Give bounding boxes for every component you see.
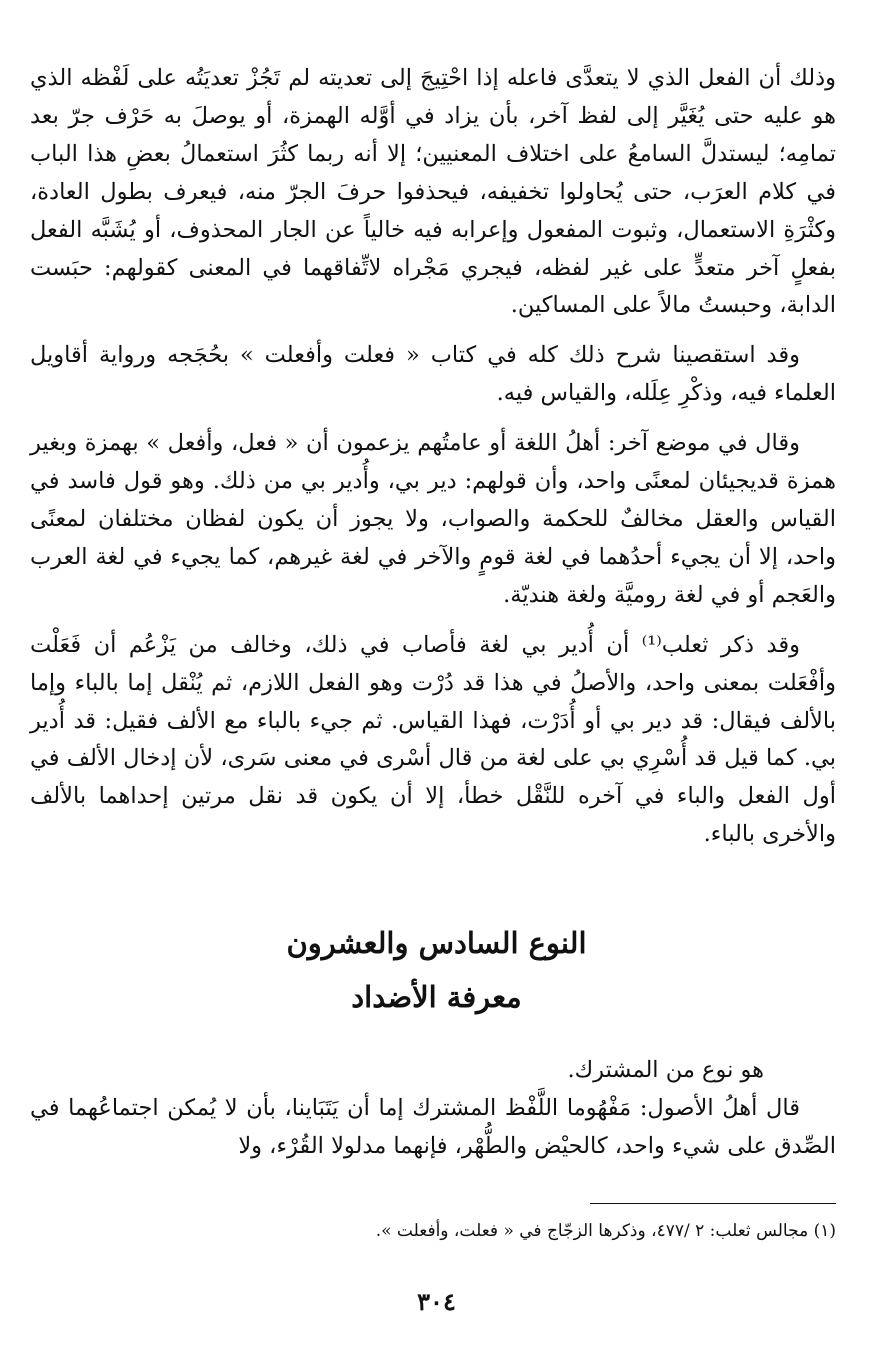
paragraph: هو نوع من المشترك. xyxy=(567,1057,764,1083)
paragraph: وقال في موضع آخر: أهلُ اللغة أو عامتُهم يزعمون أن « فعل، وأفعل » بهمزة وبغير همزة قديجيئان لمعنًى واحد، وأن قولهم: دير بي، وأُدير بي من ذلك. وهو قول فاسد في القياس والعقل مخالفٌ للحكمة والصواب، ولا يجوز أن يكون لفظان مختلفان لمعنًى واحد، إلا أن يجيء أحدُهما في لغة قومٍ والآخر في لغة غيرهم، كما يجيء في لغة العرب والعَجم أو في لغة روميَّة ولغة هنديّة. xyxy=(30,430,836,608)
footnote-divider xyxy=(590,1203,836,1204)
section-text xyxy=(30,1052,836,1166)
section-heading xyxy=(0,916,873,1024)
paragraph: قال أهلُ الأصول: مَفْهُوما اللَّفْظ المشترك إما أن يَتَبَاينا، بأن لا يُمكن اجتماعُهما في الصِّدق على شيء واحد، كالحيْض والطُّهْر، فإنهما مدلولا القُرْء، ولا xyxy=(30,1094,836,1159)
paragraph: وقد استقصينا شرح ذلك كله في كتاب « فعلت وأفعلت » بحُجَجه ورواية أقاويل العلماء فيه، وذكْرِ عِلَله، والقياس فيه. xyxy=(30,342,836,407)
section-subtitle: معرفة الأضداد xyxy=(351,980,522,1014)
paragraph: وذلك أن الفعل الذي لا يتعدَّى فاعله إذا احْتِيجَ إلى تعديته لم تَجُزْ تعديَتُه على لَفْظه الذي هو عليه حتى يُغَيَّر إلى لفظ آخر، بأن يزاد في أوَّله الهمزة، أو يوصلَ به حَرْف جرّ بعد تمامِه؛ ليستدلَّ السامعُ على اختلاف المعنيين؛ إلا أنه ربما كثُرَ استعمالُ بعضِ هذا الباب في كلام العرَب، حتى يُحاولوا تخفيفه، فيحذفوا حرفَ الجرّ منه، فيعرف بطول العادة، وكثْرَةِ الاستعمال، وثبوت المفعول وإعرابه فيه خالياً عن الجار المحذوف، أو يُشَبَّه الفعل بفعلٍ آخر متعدٍّ على غير لفظه، فيجري مَجْراه لاتِّفاقهما في المعنى كقولهم: حبَست الدابة، وحبستُ مالاً على المساكين. xyxy=(30,65,836,319)
section-title: النوع السادس والعشرون xyxy=(286,926,587,960)
main-text xyxy=(30,60,836,854)
paragraph: وقد ذكر ثعلب⁽¹⁾ أن أُدير بي لغة فأصاب في ذلك، وخالف من يَزْعُم أن فَعَلْت وأفْعَلت بمعنى واحد، والأصلُ في هذا قد دُرْت وهو الفعل اللازم، ثم يُنْقل إما بالباء وإما بالألف فيقال: قد دير بي أو أُدَرْت، فهذا القياس. ثم جيء بالباء مع الألف فقيل: قد أُدير بي. كما قيل قد أُسْرِي بي على لغة من قال أسْرى في معنى سَرى، لأن إدخال الألف في أول الفعل والباء في آخره للنَّقْل خطأ، إلا أن يكون قد نقل مرتين إحداهما بالألف والأخرى بالباء. xyxy=(30,631,836,848)
page-number: ٣٠٤ xyxy=(417,1287,456,1316)
footnote: (١) مجالس ثعلب: ٢ /٤٧٧، وذكرها الزجّاج في « فعلت، وأفعلت ». xyxy=(375,1221,836,1241)
